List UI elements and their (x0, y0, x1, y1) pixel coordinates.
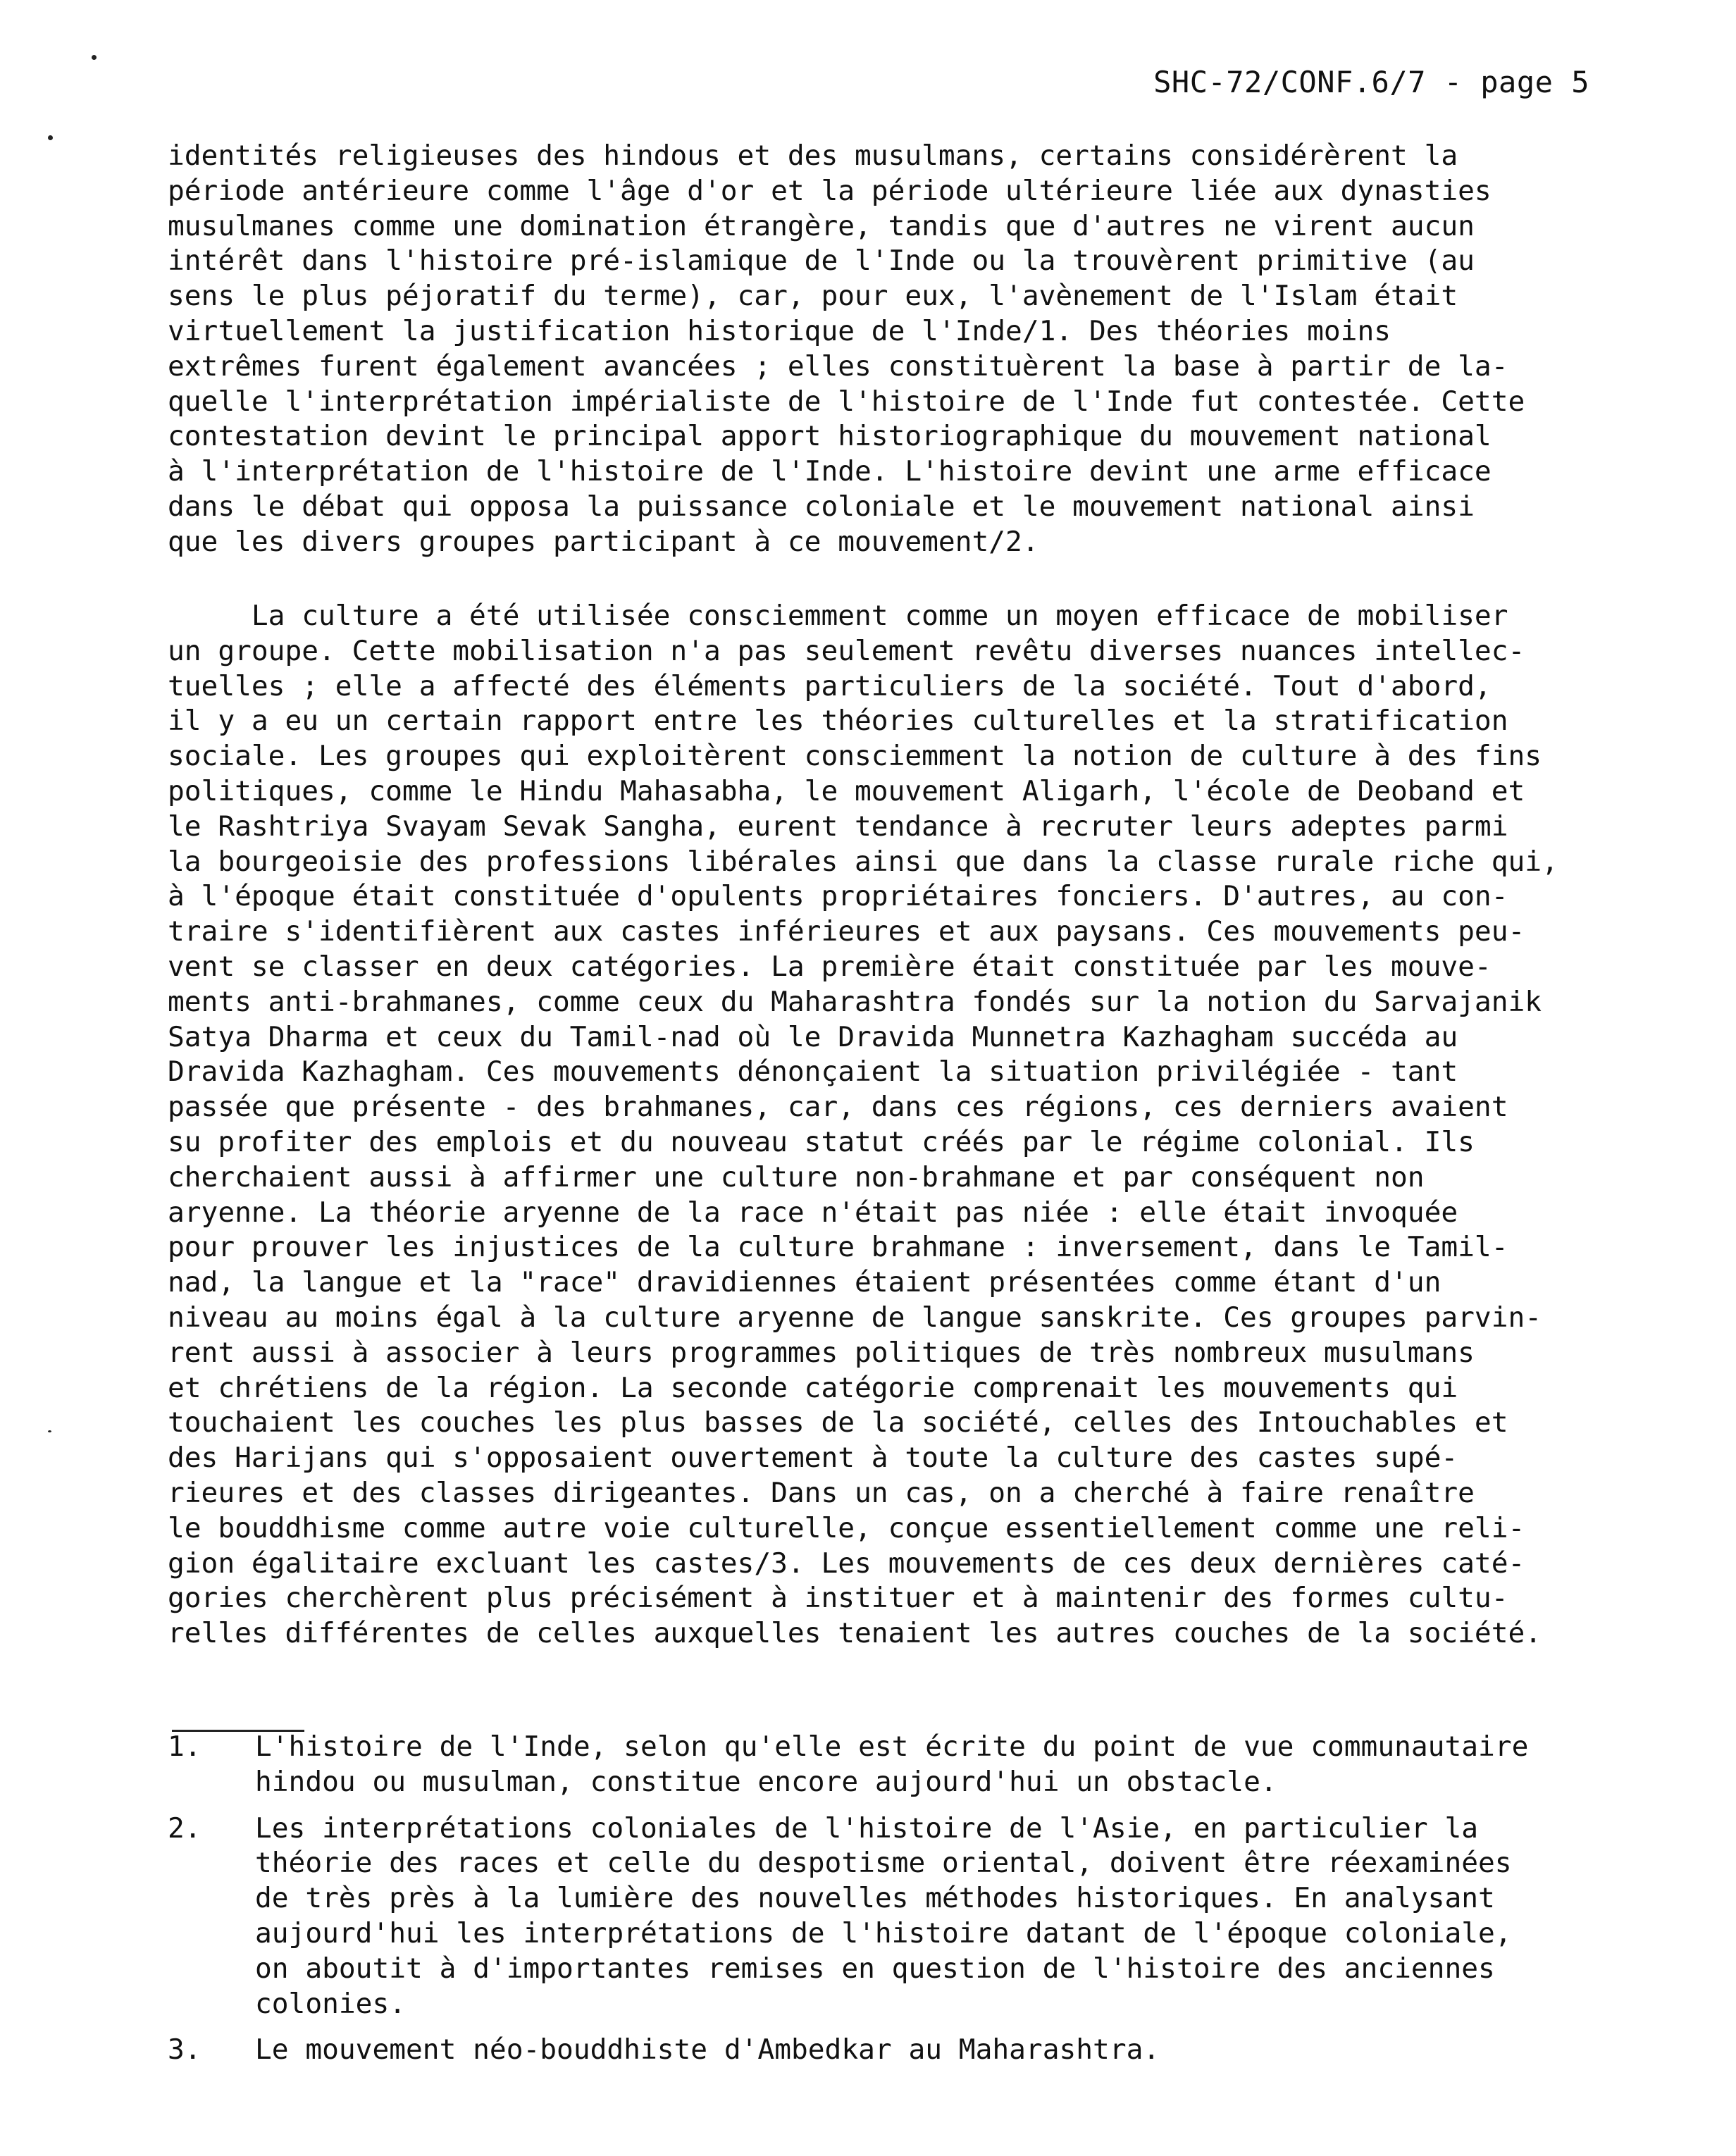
text-line: su profiter des emplois et du nouveau statut créés par le régime colonial. Ils (168, 1125, 1475, 1158)
text-line: à l'époque était constituée d'opulents propriétaires fonciers. D'autres, au con- (168, 880, 1508, 913)
text-line: L'histoire de l'Inde, selon qu'elle est écrite du point de vue communautaire (255, 1730, 1529, 1763)
page-header-reference: SHC-72/CONF.6/7 - page 5 (1153, 65, 1589, 99)
text-line: sociale. Les groupes qui exploitèrent consciemment la notion de culture à des fins (168, 740, 1542, 773)
text-line: que les divers groupes participant à ce mouvement/2. (168, 525, 1039, 558)
text-line: ments anti-brahmanes, comme ceux du Maharashtra fondés sur la notion du Sarvajanik (168, 985, 1542, 1018)
text-line: un groupe. Cette mobilisation n'a pas seulement revêtu diverses nuances intellec- (168, 634, 1525, 667)
text-line: hindou ou musulman, constitue encore aujourd'hui un obstacle. (255, 1765, 1277, 1798)
text-line: Dravida Kazhagham. Ces mouvements dénonçaient la situation privilégiée - tant (168, 1055, 1458, 1089)
footnote-number: 1. (168, 1730, 202, 1763)
text-line: La culture a été utilisée consciemment comme un moyen efficace de mobiliser (168, 600, 1508, 632)
text-line: tuelles ; elle a affecté des éléments particuliers de la société. Tout d'abord, (168, 669, 1492, 702)
text-line: gories cherchèrent plus précisément à instituer et à maintenir des formes cultu- (168, 1582, 1508, 1615)
text-line: à l'interprétation de l'histoire de l'Inde. L'histoire devint une arme efficace (168, 455, 1492, 488)
text-line: et chrétiens de la région. La seconde catégorie comprenait les mouvements qui (168, 1371, 1458, 1404)
text-line: touchaient les couches les plus basses de la société, celles des Intouchables et (168, 1406, 1508, 1439)
text-line: gion égalitaire excluant les castes/3. Les mouvements de ces deux dernières caté- (168, 1547, 1525, 1580)
text-line: quelle l'interprétation impérialiste de l'histoire de l'Inde fut contestée. Cette (168, 385, 1525, 418)
text-line: de très près à la lumière des nouvelles méthodes historiques. En analysant (255, 1882, 1495, 1915)
footnote-text (255, 1811, 1671, 2022)
text-line: sens le plus péjoratif du terme), car, pour eux, l'avènement de l'Islam était (168, 280, 1458, 313)
text-line: nad, la langue et la "race" dravidiennes étaient présentées comme étant d'un (168, 1266, 1442, 1299)
text-line: identités religieuses des hindous et des musulmans, certains considérèrent la (168, 140, 1458, 172)
text-line: intérêt dans l'histoire pré-islamique de l'Inde ou la trouvèrent primitive (au (168, 244, 1475, 278)
text-line: contestation devint le principal apport historiographique du mouvement national (168, 420, 1492, 453)
text-line: Satya Dharma et ceux du Tamil-nad où le Dravida Munnetra Kazhagham succéda au (168, 1020, 1458, 1053)
text-line: relles différentes de celles auxquelles tenaient les autres couches de la société. (168, 1617, 1542, 1650)
text-line: Les interprétations coloniales de l'histoire de l'Asie, en particulier la (255, 1811, 1479, 1845)
text-line: rent aussi à associer à leurs programmes politiques de très nombreux musulmans (168, 1336, 1475, 1369)
footnote-number: 2. (168, 1811, 202, 1845)
text-line: des Harijans qui s'opposaient ouvertement à toute la culture des castes supé- (168, 1442, 1458, 1475)
text-line: il y a eu un certain rapport entre les théories culturelles et la stratification (168, 705, 1508, 738)
text-line: passée que présente - des brahmanes, car, dans ces régions, ces derniers avaient (168, 1091, 1508, 1124)
paragraph-1 (168, 139, 1584, 560)
text-line: aujourd'hui les interprétations de l'histoire datant de l'époque coloniale, (255, 1916, 1512, 1950)
text-line: aryenne. La théorie aryenne de la race n'était pas niée : elle était invoquée (168, 1196, 1458, 1229)
footnote-text (255, 2033, 1671, 2068)
text-line: période antérieure comme l'âge d'or et la période ultérieure liée aux dynasties (168, 174, 1492, 207)
text-line: virtuellement la justification historique de l'Inde/1. Des théories moins (168, 314, 1391, 347)
footnote-number: 3. (168, 2033, 202, 2067)
text-line: dans le débat qui opposa la puissance coloniale et le mouvement national ainsi (168, 490, 1475, 523)
scan-speck (92, 55, 97, 60)
text-line: vent se classer en deux catégories. La première était constituée par les mouve- (168, 950, 1492, 983)
text-line: traire s'identifièrent aux castes inférieures et aux paysans. Ces mouvements peu- (168, 915, 1525, 948)
text-line: Le mouvement néo-bouddhiste d'Ambedkar au Maharashtra. (255, 2033, 1160, 2067)
text-line: colonies. (255, 1987, 407, 2020)
paragraph-2 (168, 599, 1584, 1652)
text-line: cherchaient aussi à affirmer une culture non-brahmane et par conséquent non (168, 1160, 1425, 1194)
text-line: niveau au moins égal à la culture aryenne de langue sanskrite. Ces groupes parvin- (168, 1301, 1542, 1334)
scan-speck (48, 1430, 51, 1432)
text-line: le Rashtriya Svayam Sevak Sangha, eurent tendance à recruter leurs adeptes parmi (168, 810, 1508, 843)
text-line: le bouddhisme comme autre voie culturelle, conçue essentiellement comme une reli- (168, 1511, 1525, 1544)
footnote-text (255, 1730, 1671, 1800)
text-line: politiques, comme le Hindu Mahasabha, le mouvement Aligarh, l'école de Deoband et (168, 774, 1525, 807)
footnote-3 (168, 2033, 1584, 2068)
text-line: théorie des races et celle du despotisme oriental, doivent être réexaminées (255, 1847, 1512, 1880)
text-line: extrêmes furent également avancées ; elles constituèrent la base à partir de la- (168, 349, 1508, 383)
footnote-2 (168, 1811, 1584, 2022)
text-line: pour prouver les injustices de la culture brahmane : inversement, dans le Tamil- (168, 1231, 1508, 1264)
text-line: la bourgeoisie des professions libérales ainsi que dans la classe rurale riche qui, (168, 845, 1558, 878)
text-line: musulmanes comme une domination étrangère, tandis que d'autres ne virent aucun (168, 209, 1475, 242)
text-line: rieures et des classes dirigeantes. Dans un cas, on a cherché à faire renaître (168, 1476, 1475, 1509)
footnote-1 (168, 1730, 1584, 1800)
text-line: on aboutit à d'importantes remises en question de l'histoire des anciennes (255, 1952, 1495, 1985)
footnotes (168, 1730, 1584, 2068)
scan-speck (48, 135, 53, 140)
